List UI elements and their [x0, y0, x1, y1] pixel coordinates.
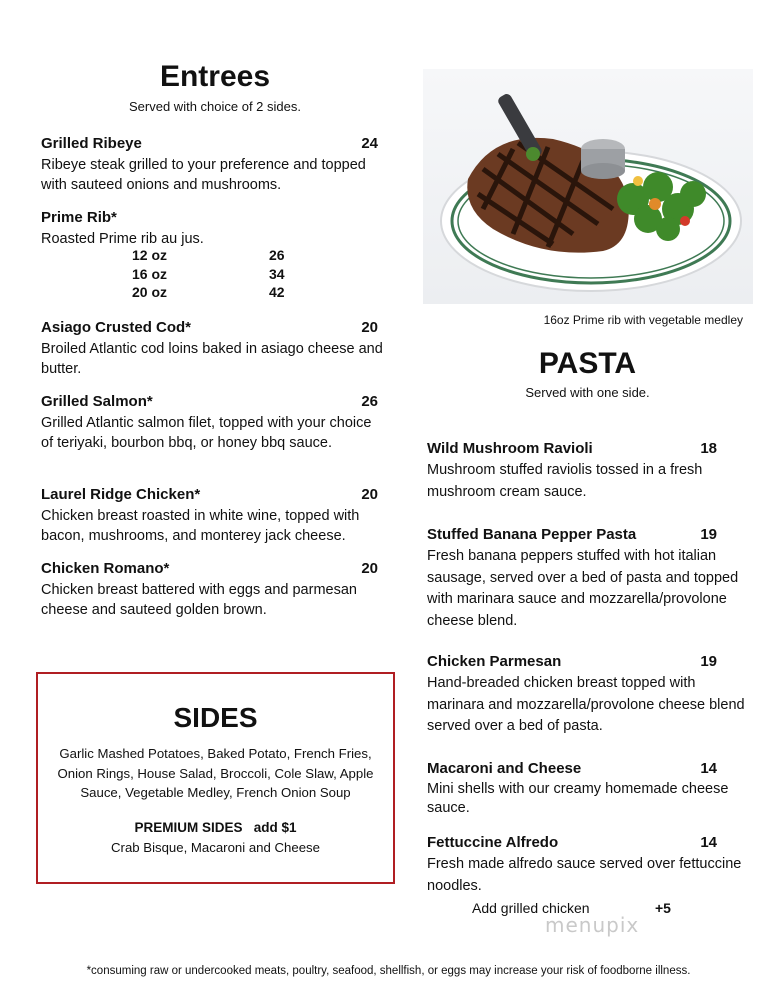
- item-name: Laurel Ridge Chicken*: [41, 486, 201, 503]
- size-label: 16 oz: [132, 265, 168, 282]
- size-row: [91, 266, 301, 285]
- item-price: 20: [361, 486, 378, 503]
- menu-item: [427, 440, 747, 503]
- menu-item: [41, 393, 386, 453]
- prime-rib-photo: [423, 69, 753, 304]
- addon-price: +5: [655, 900, 671, 916]
- size-price: 26: [269, 247, 285, 263]
- item-name: Chicken Parmesan: [427, 653, 562, 670]
- item-description: Grilled Atlantic salmon filet, topped with your choice of teriyaki, bourbon bbq, or honey bbq sauce.: [41, 415, 372, 451]
- watermark-logo: menupix: [545, 913, 640, 937]
- item-price: 18: [700, 440, 717, 457]
- pasta-title: PASTA: [538, 347, 637, 380]
- item-price: 26: [361, 393, 378, 410]
- size-label: 12 oz: [132, 247, 168, 263]
- item-description: Fresh made alfredo sauce served over fettuccine noodles.: [427, 856, 742, 894]
- item-description: Mushroom stuffed raviolis tossed in a fresh mushroom cream sauce.: [427, 462, 703, 500]
- size-price: 34: [269, 265, 285, 282]
- photo-caption: 16oz Prime rib with vegetable medley: [543, 313, 743, 327]
- item-name: Wild Mushroom Ravioli: [427, 440, 593, 457]
- item-name: Grilled Salmon*: [41, 393, 153, 410]
- size-row: [91, 247, 301, 266]
- item-name: Macaroni and Cheese: [427, 760, 582, 777]
- item-description: Mini shells with our creamy homemade cheese sauce.: [427, 781, 729, 816]
- premium-sides-list: Crab Bisque, Macaroni and Cheese: [111, 840, 320, 855]
- item-name: Grilled Ribeye: [41, 135, 142, 152]
- item-name: Chicken Romano*: [41, 560, 170, 577]
- prime-rib-sizes: [91, 247, 301, 303]
- pasta-subtitle: Served with one side.: [525, 385, 650, 400]
- sides-list: Garlic Mashed Potatoes, Baked Potato, French Fries, Onion Rings, House Salad, Broccoli, Cole Slaw, Apple Sauce, Vegetable Medley, French Onion Soup: [57, 746, 374, 800]
- menu-item: [41, 135, 386, 195]
- premium-sides-label: PREMIUM SIDES add $1: [134, 820, 297, 835]
- menu-item: [427, 526, 747, 632]
- menu-item: [427, 760, 747, 818]
- entrees-title: Entrees: [159, 60, 271, 93]
- item-description: Fresh banana peppers stuffed with hot italian sausage, served over a bed of pasta and topped with marinara sauce and mozzarella/provolone cheese blend.: [427, 548, 739, 629]
- item-price: 20: [361, 319, 378, 336]
- menu-item: [41, 319, 386, 379]
- steak-plate-illustration: [423, 69, 753, 304]
- item-price: 20: [361, 560, 378, 577]
- item-price: 14: [700, 834, 717, 851]
- entrees-subtitle: Served with choice of 2 sides.: [129, 99, 301, 114]
- item-price: 14: [700, 760, 717, 777]
- item-description: Broiled Atlantic cod loins baked in asiago cheese and butter.: [41, 341, 383, 377]
- sides-title: SIDES: [173, 702, 258, 733]
- menu-item: [41, 209, 386, 249]
- food-safety-footnote: *consuming raw or undercooked meats, poultry, seafood, shellfish, or eggs may increase your risk of foodborne illness.: [86, 965, 691, 977]
- item-description: Ribeye steak grilled to your preference and topped with sauteed onions and mushrooms.: [41, 157, 366, 193]
- menu-item: [427, 653, 747, 738]
- item-description: Roasted Prime rib au jus.: [41, 231, 204, 247]
- sides-box: [36, 672, 395, 884]
- item-name: Stuffed Banana Pepper Pasta: [427, 526, 637, 543]
- size-label: 20 oz: [132, 284, 168, 300]
- item-name: Asiago Crusted Cod*: [41, 319, 192, 336]
- item-price: 19: [700, 526, 717, 543]
- item-description: Chicken breast roasted in white wine, topped with bacon, mushrooms, and monterey jack cheese.: [41, 508, 360, 544]
- menu-item: [41, 486, 386, 546]
- menu-item: [41, 560, 386, 620]
- item-name: Fettuccine Alfredo: [427, 834, 559, 851]
- size-price: 42: [269, 284, 285, 300]
- item-description: Hand-breaded chicken breast topped with marinara and mozzarella/provolone cheese blend served over a bed of pasta.: [427, 675, 745, 734]
- item-name: Prime Rib*: [41, 209, 117, 226]
- item-price: 24: [361, 135, 378, 152]
- item-description: Chicken breast battered with eggs and parmesan cheese and sauteed golden brown.: [41, 582, 357, 618]
- item-price: 19: [700, 653, 717, 670]
- addon-label: Add grilled chicken: [472, 900, 590, 916]
- menu-item: [427, 834, 747, 897]
- size-row: [91, 284, 301, 303]
